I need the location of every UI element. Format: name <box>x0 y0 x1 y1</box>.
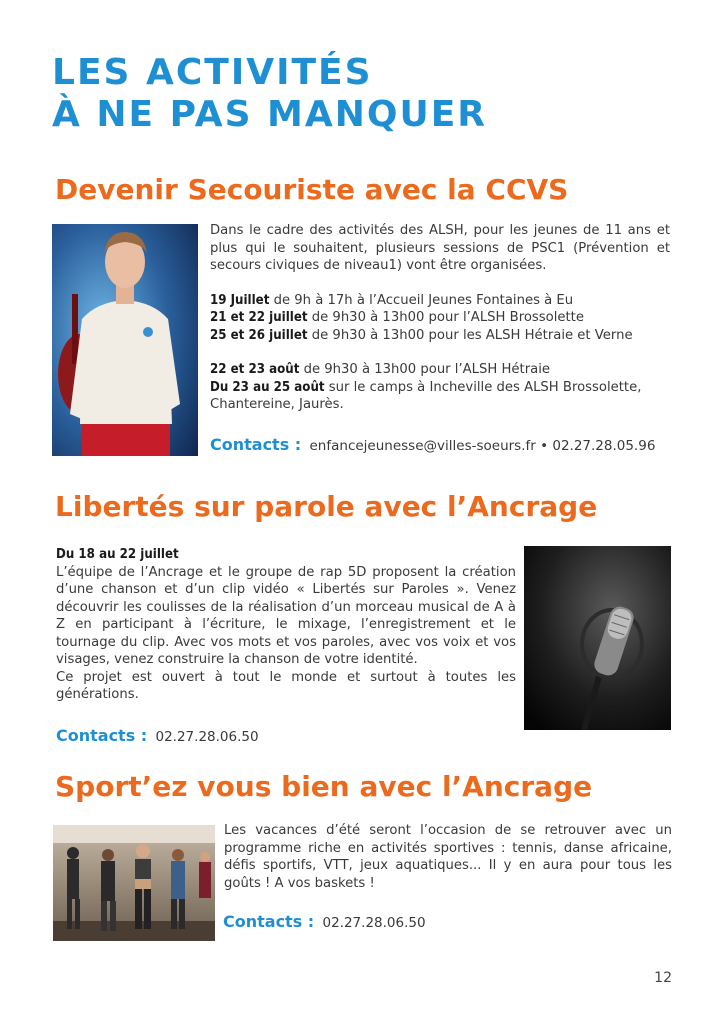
section3-heading: Sport’ez vous bien avec l’Ancrage <box>55 770 593 803</box>
section1-heading: Devenir Secouriste avec la CCVS <box>55 173 569 206</box>
section1-schedule-3 <box>210 327 670 345</box>
date-detail: de 9h30 à 13h00 pour l’ALSH Brossolette <box>307 310 584 325</box>
page-title-line2: À NE PAS MANQUER <box>52 94 488 135</box>
contacts-label: Contacts : <box>210 435 302 454</box>
sport-photo <box>53 825 215 941</box>
date-label: Du 23 au 25 août <box>210 379 325 395</box>
date-label: 22 et 23 août <box>210 362 300 377</box>
page-number: 12 <box>654 970 672 986</box>
page-title <box>52 52 487 136</box>
date-label: 21 et 22 juillet <box>210 310 308 325</box>
contacts-value[interactable]: 02.27.28.06.50 <box>322 915 426 931</box>
section1-body <box>210 222 670 414</box>
section1-schedule-4 <box>210 361 670 379</box>
date-detail: de 9h à 17h à l’Accueil Jeunes Fontaines à Eu <box>269 292 574 308</box>
section2-body <box>56 546 516 704</box>
section1-contacts <box>210 435 655 456</box>
date-label: 25 et 26 juillet <box>210 327 308 343</box>
contacts-label: Contacts : <box>223 912 315 931</box>
section1-schedule-1 <box>210 292 670 310</box>
contacts-value[interactable]: enfancejeunesse@villes-soeurs.fr • 02.27.28.05.96 <box>309 438 656 454</box>
microphone-photo <box>524 546 671 730</box>
section1-intro: Dans le cadre des activités des ALSH, pour les jeunes de 11 ans et plus qui le souhaitent, plusieurs sessions de PSC1 (Prévention et secours civiques de niveau1) vont être organisées. <box>210 223 670 273</box>
section2-description-2: Ce projet est ouvert à tout le monde et surtout à toutes les générations. <box>56 669 516 702</box>
section3-contacts <box>223 912 426 933</box>
date-detail: sur le camps à Incheville des ALSH Brossolette, Chantereine, Jaurès. <box>210 379 642 412</box>
section2-description: L’équipe de l’Ancrage et le groupe de rap 5D proposent la création d’une chanson et d’un clip vidéo « Libertés sur Paroles ». Venez découvrir les coulisses de la réalisation d’un morceau musical de A à Z en participant à l’écriture, le mixage, l’enregistrement et le tournage du clip. Avec vos mots et vos paroles, avec vos voix et vos visages, venez construire la chanson de votre identité. <box>56 564 516 667</box>
section1-schedule-2 <box>210 309 670 327</box>
section1-schedule-5 <box>210 379 670 414</box>
section3-description: Les vacances d’été seront l’occasion de se retrouver avec un programme riche en activités sportives : tennis, danse africaine, défis sportifs, VTT, jeux aquatiques... Il y en aura pour tous les goûts ! A vos baskets ! <box>224 823 672 891</box>
date-label: 19 Juillet <box>210 292 270 308</box>
section2-heading: Libertés sur parole avec l’Ancrage <box>55 490 598 523</box>
first-aid-student-image <box>52 224 198 456</box>
contacts-label: Contacts : <box>56 726 148 745</box>
page-title-line1: LES ACTIVITÉS <box>52 52 373 93</box>
date-label: Du 18 au 22 juillet <box>56 547 179 562</box>
microphone-image <box>524 546 671 730</box>
date-detail: de 9h30 à 13h00 pour les ALSH Hétraie et Verne <box>307 327 633 343</box>
section2-date <box>56 546 516 564</box>
contacts-value[interactable]: 02.27.28.06.50 <box>155 729 259 745</box>
date-detail: de 9h30 à 13h00 pour l’ALSH Hétraie <box>299 362 550 377</box>
section3-body <box>224 822 672 892</box>
sport-class-image <box>53 825 215 941</box>
first-aid-student-photo <box>52 224 198 456</box>
section2-contacts <box>56 726 259 747</box>
